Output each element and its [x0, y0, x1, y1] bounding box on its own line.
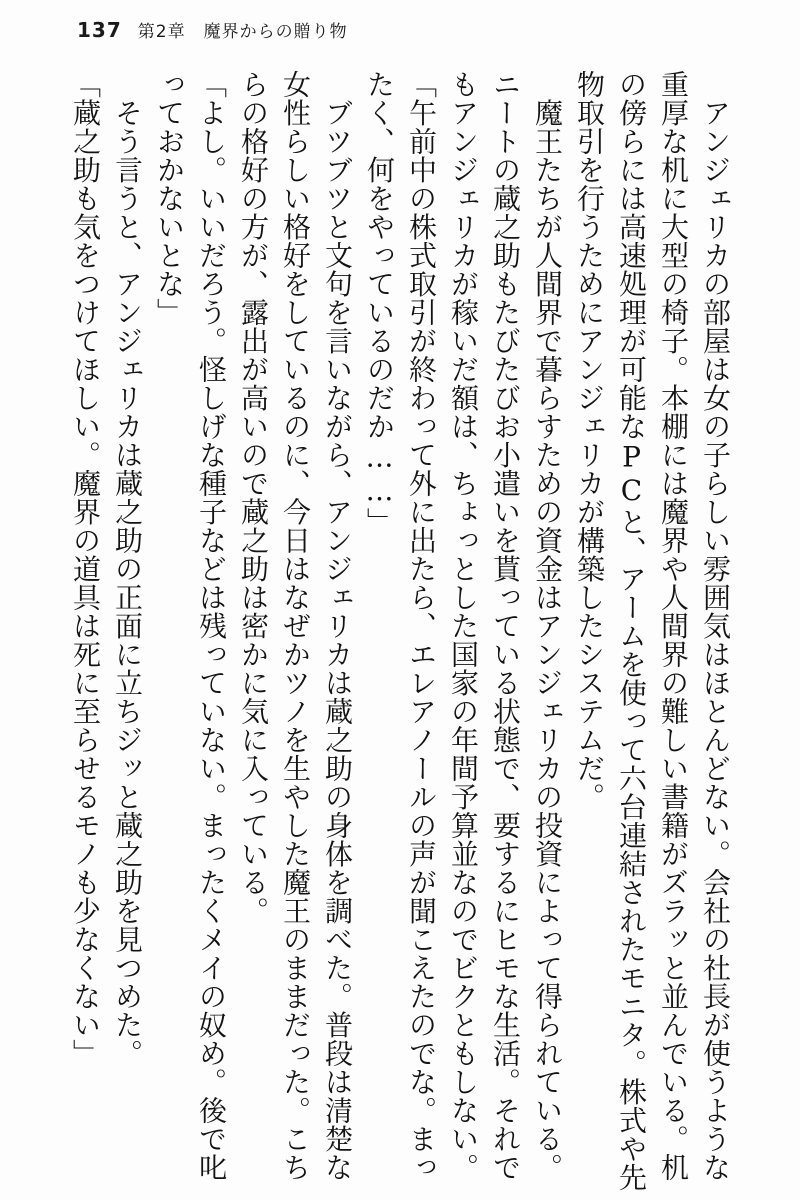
- page-header: [77, 17, 348, 42]
- novel-body-text: [64, 70, 736, 1196]
- paragraph-narration-examination: ブツブツと文句を言いながら、アンジェリカは蔵之助の身体を調べた。普段は清楚な女性らしい格好をしているのに、今日はなぜかツノを生やした魔王のままだった。こちらの格好の方が、露出が高いので蔵之助は密かに気に入っている。: [237, 70, 354, 1182]
- paragraph-dialogue-warning: 「蔵之助も気をつけてほしい。魔界の道具は死に至らせるモノも少なくない」: [69, 70, 102, 1068]
- paragraph-narration-funds: 魔王たちが人間界で暮らすための資金はアンジェリカの投資によって得られている。ニートの蔵之助もたびたびお小遣いを貰っている状態で、要するにヒモな生活。それでもアンジェリカが稼いだ額は、ちょっとした国家の年間予算並なのでビクともしない。: [447, 70, 564, 1182]
- paragraph-narration-room-description: アンジェリカの部屋は女の子らしい雰囲気はほとんどない。会社の社長が使うような重厚な机に大型の椅子。本棚には魔界や人間界の難しい書籍がズラッと並んでいる。机の傍らには高速処理が可能なPCと、アームを使って六台連結されたモニタ。株式や先物取引を行うためにアンジェリカが構築したシステムだ。: [573, 70, 732, 1192]
- paragraph-dialogue-no-seeds: 「よし。いいだろう。怪しげな種子などは残っていない。まったくメイの奴め。後で叱っておかないとな」: [153, 70, 228, 1182]
- paragraph-narration-gaze: そう言うと、アンジェリカは蔵之助の正面に立ちジッと蔵之助を見つめた。: [111, 70, 144, 1068]
- chapter-title: 第2章 魔界からの贈り物: [137, 22, 348, 42]
- paragraph-dialogue-morning-trading: 「午前中の株式取引が終わって外に出たら、エレアノールの声が聞こえたのでな。まったく、何をやっているのだか……」: [363, 70, 438, 1182]
- page-number: 137: [77, 18, 122, 42]
